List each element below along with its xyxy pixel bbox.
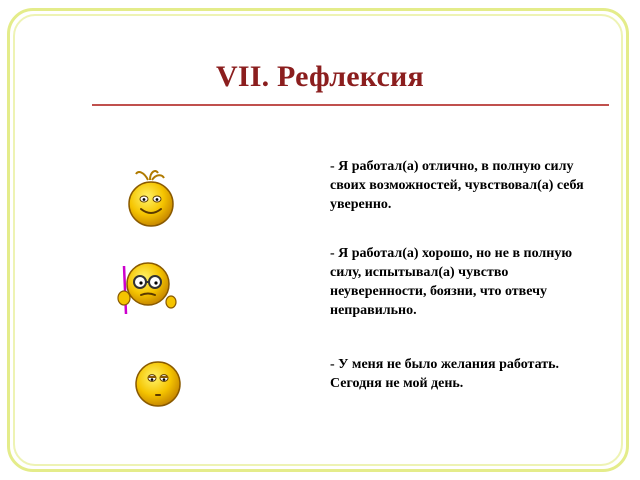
title-underline [92,104,609,106]
reflection-item-excellent: - Я работал(а) отлично, в полную силу своих возможностей, чувствовал(а) себя уверенно. [330,159,584,212]
slide-title: VII. Рефлексия [216,60,424,93]
happy-smiley-icon [124,168,180,230]
thinking-smiley-with-glasses-icon [108,258,182,316]
bored-smiley-icon [134,360,182,408]
reflection-item-good: - Я работал(а) хорошо, но не в полную силу, испытывал(а) чувство неуверенности, боязни, что отвечу неправильно. [330,246,573,318]
reflection-item-unwilling: - У меня не было желания работать. Сегодня не мой день. [330,357,560,391]
